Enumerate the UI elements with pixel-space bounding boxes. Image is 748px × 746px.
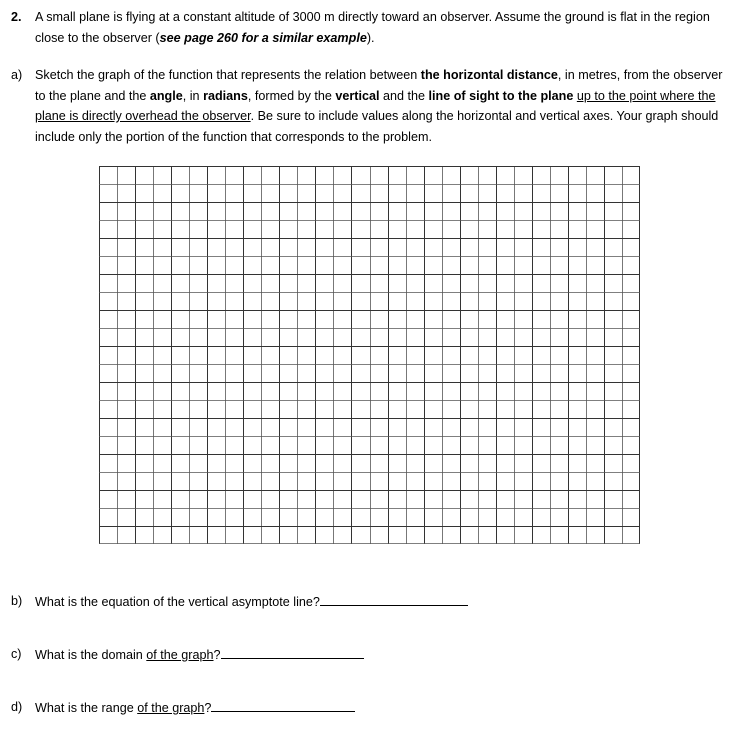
- part-c-question: [35, 644, 725, 666]
- intro-text-2: ).: [366, 30, 375, 45]
- part-c-text-1: What is the domain: [35, 648, 147, 662]
- graph-grid[interactable]: [99, 166, 640, 544]
- part-a-bold-1: the horizontal distance: [420, 68, 558, 82]
- part-a-text: [35, 65, 725, 147]
- part-c-label: c): [11, 647, 22, 661]
- intro-page-reference: see page 260 for a similar example: [159, 30, 367, 45]
- intro-text-1: A small plane is flying at a constant altitude of 3000 m directly toward an observer. Assume the ground is flat in the region close to the observer (: [35, 10, 710, 45]
- part-a-label: a): [11, 68, 23, 82]
- part-a-bold-2: angle: [149, 88, 183, 103]
- part-a-bold-5: line of sight to the plane: [428, 88, 574, 103]
- part-d-text-2: ?: [204, 701, 212, 715]
- part-d-underlined: of the graph: [137, 701, 205, 715]
- part-c-text-2: ?: [213, 648, 221, 662]
- part-a-text-1: Sketch the graph of the function that represents the relation between: [35, 68, 421, 82]
- part-a-text-7: . Be sure to include values along the horizontal and vertical axes. Your graph should include only the portion of the function that corresponds to the problem.: [35, 109, 719, 144]
- part-a-text-3: , in: [182, 88, 204, 103]
- question-intro: [35, 7, 725, 48]
- part-d-question: [35, 697, 725, 719]
- question-number: 2.: [11, 10, 22, 24]
- part-a-bold-3: radians: [203, 88, 248, 103]
- part-c-answer-line[interactable]: [221, 644, 364, 659]
- part-a-text-5: and the: [379, 88, 429, 103]
- part-a-text-2: , in metres, from the observer to the plane and the: [35, 68, 723, 103]
- part-d-text-1: What is the range: [35, 701, 138, 715]
- part-a-underlined: up to the point where the plane is directly overhead the observer: [35, 88, 716, 123]
- part-c-underlined: of the graph: [146, 648, 214, 662]
- part-a-bold-4: vertical: [335, 88, 380, 103]
- part-b-answer-line[interactable]: [320, 591, 468, 606]
- part-d-answer-line[interactable]: [211, 697, 355, 712]
- part-b-label: b): [11, 594, 23, 608]
- part-d-label: d): [11, 700, 23, 714]
- part-a-text-4: , formed by the: [247, 88, 336, 103]
- graph-grid-svg[interactable]: [99, 166, 640, 544]
- part-b-question: [35, 591, 725, 613]
- part-b-text: What is the equation of the vertical asymptote line?: [35, 595, 320, 609]
